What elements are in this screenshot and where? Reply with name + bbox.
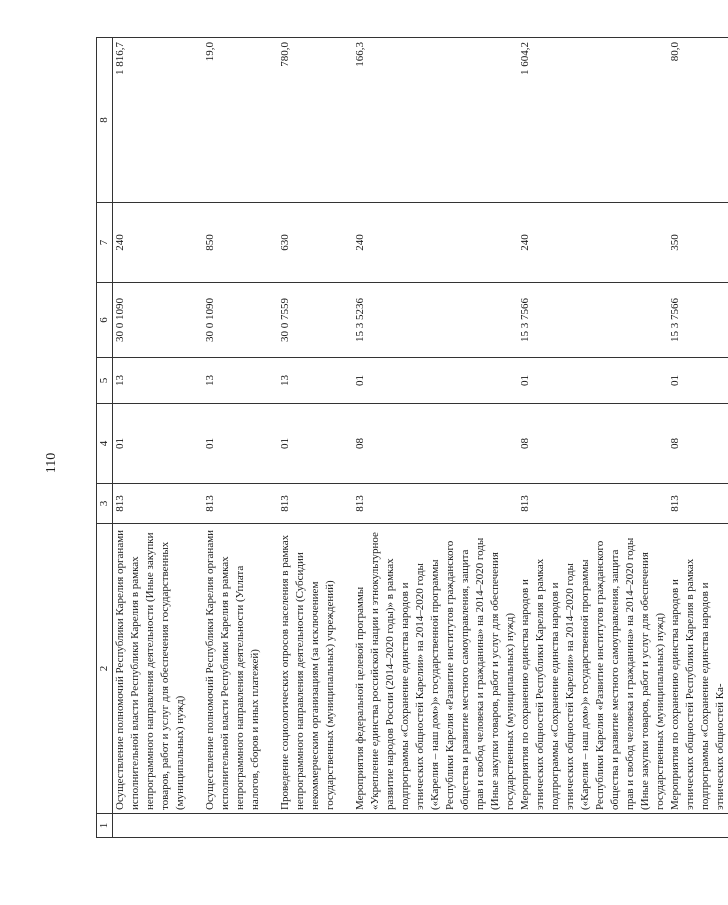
target-article-cell: 15 3 7566 [668, 283, 728, 358]
description-cell: Осуществление полномочий Республики Карелия органами исполнительной власти Республики Карелия в рамках непрограммного направления деятельности (Иные закупки товаров, работ и услуг для обеспечения государственных (муниципальных) нужд) [113, 524, 203, 814]
ministry-code-cell: 813 [113, 484, 203, 524]
row-index-cell [668, 814, 728, 838]
ministry-code-cell: 813 [203, 484, 278, 524]
budget-table [96, 37, 728, 838]
section-code-cell: 01 [278, 404, 353, 484]
subsection-code-cell: 13 [278, 358, 353, 404]
description-cell: Мероприятия по сохранению единства народов и этнических общностей Республики Карелия в рамках подпрограммы «Сохранение единства народов и этнических общностей Ка- [668, 524, 728, 814]
amount-cell: 80,0 [668, 38, 728, 203]
page-number: 110 [44, 452, 59, 474]
row-index-cell [518, 814, 668, 838]
section-code-cell: 08 [518, 404, 668, 484]
target-article-cell: 15 3 7566 [518, 283, 668, 358]
table-row [518, 38, 668, 838]
subsection-code-cell: 13 [203, 358, 278, 404]
row-index-cell [278, 814, 353, 838]
target-article-cell: 30 0 1090 [113, 283, 203, 358]
section-code-cell: 01 [113, 404, 203, 484]
column-header-1: 1 [97, 814, 113, 838]
ministry-code-cell: 813 [278, 484, 353, 524]
expense-type-cell: 240 [518, 203, 668, 283]
expense-type-cell: 350 [668, 203, 728, 283]
section-code-cell: 08 [353, 404, 518, 484]
rotated-table-container [96, 38, 726, 838]
amount-cell: 780,0 [278, 38, 353, 203]
description-cell: Мероприятия по сохранению единства народов и этнических общностей Республики Карелия в рамках подпрограммы «Сохранение единства народов и этнических общностей Карелии» на 2014–2020 годы («Карелия – наш дом»)» государственной программы Республики Карелия «Развитие институтов гражданского общества и развитие местного самоуправления, защита прав и свобод человека и гражданина» на 2014–2020 годы (Иные закупки товаров, работ и услуг для обеспечения государственных (муниципальных) нужд) [518, 524, 668, 814]
subsection-code-cell: 01 [668, 358, 728, 404]
table-row [278, 38, 353, 838]
target-article-cell: 30 0 7559 [278, 283, 353, 358]
expense-type-cell: 240 [113, 203, 203, 283]
row-index-cell [113, 814, 203, 838]
subsection-code-cell: 01 [518, 358, 668, 404]
target-article-cell: 15 3 5236 [353, 283, 518, 358]
column-header-6: 6 [97, 283, 113, 358]
target-article-cell: 30 0 1090 [203, 283, 278, 358]
amount-cell: 1 604,2 [518, 38, 668, 203]
column-header-3: 3 [97, 484, 113, 524]
expense-type-cell: 240 [353, 203, 518, 283]
expense-type-cell: 630 [278, 203, 353, 283]
table-row [203, 38, 278, 838]
subsection-code-cell: 13 [113, 358, 203, 404]
amount-cell: 19,0 [203, 38, 278, 203]
table-row [668, 38, 728, 838]
table-header [97, 38, 113, 838]
table-body [113, 38, 728, 838]
section-code-cell: 01 [203, 404, 278, 484]
column-header-8: 8 [97, 38, 113, 203]
section-code-cell: 08 [668, 404, 728, 484]
expense-type-cell: 850 [203, 203, 278, 283]
table-row [113, 38, 203, 838]
subsection-code-cell: 01 [353, 358, 518, 404]
table-row [353, 38, 518, 838]
column-header-2: 2 [97, 524, 113, 814]
description-cell: Проведение социологических опросов населения в рамках непрограммного направления деятельности (Субсидии некоммерческим организациям (за исключением государственных (муниципальных) учреждений) [278, 524, 353, 814]
column-header-7: 7 [97, 203, 113, 283]
amount-cell: 166,3 [353, 38, 518, 203]
ministry-code-cell: 813 [518, 484, 668, 524]
ministry-code-cell: 813 [353, 484, 518, 524]
row-index-cell [353, 814, 518, 838]
column-header-4: 4 [97, 404, 113, 484]
column-header-5: 5 [97, 358, 113, 404]
description-cell: Мероприятия федеральной целевой программы «Укрепление единства российской нации и этнокультурное развитие народов России (2014–2020 годы)» в рамках подпрограммы «Сохранение единства народов и этнических общностей Карелии» на 2014–2020 годы («Карелия – наш дом»)» государственной программы Республики Карелия «Развитие институтов гражданского общества и развитие местного самоуправления, защита прав и свобод человека и гражданина» на 2014–2020 годы (Иные закупки товаров, работ и услуг для обеспечения государственных (муниципальных) нужд) [353, 524, 518, 814]
row-index-cell [203, 814, 278, 838]
amount-cell: 1 816,7 [113, 38, 203, 203]
description-cell: Осуществление полномочий Республики Карелия органами исполнительной власти Республики Карелия в рамках непрограммного направления деятельности (Уплата налогов, сборов и иных платежей) [203, 524, 278, 814]
ministry-code-cell: 813 [668, 484, 728, 524]
